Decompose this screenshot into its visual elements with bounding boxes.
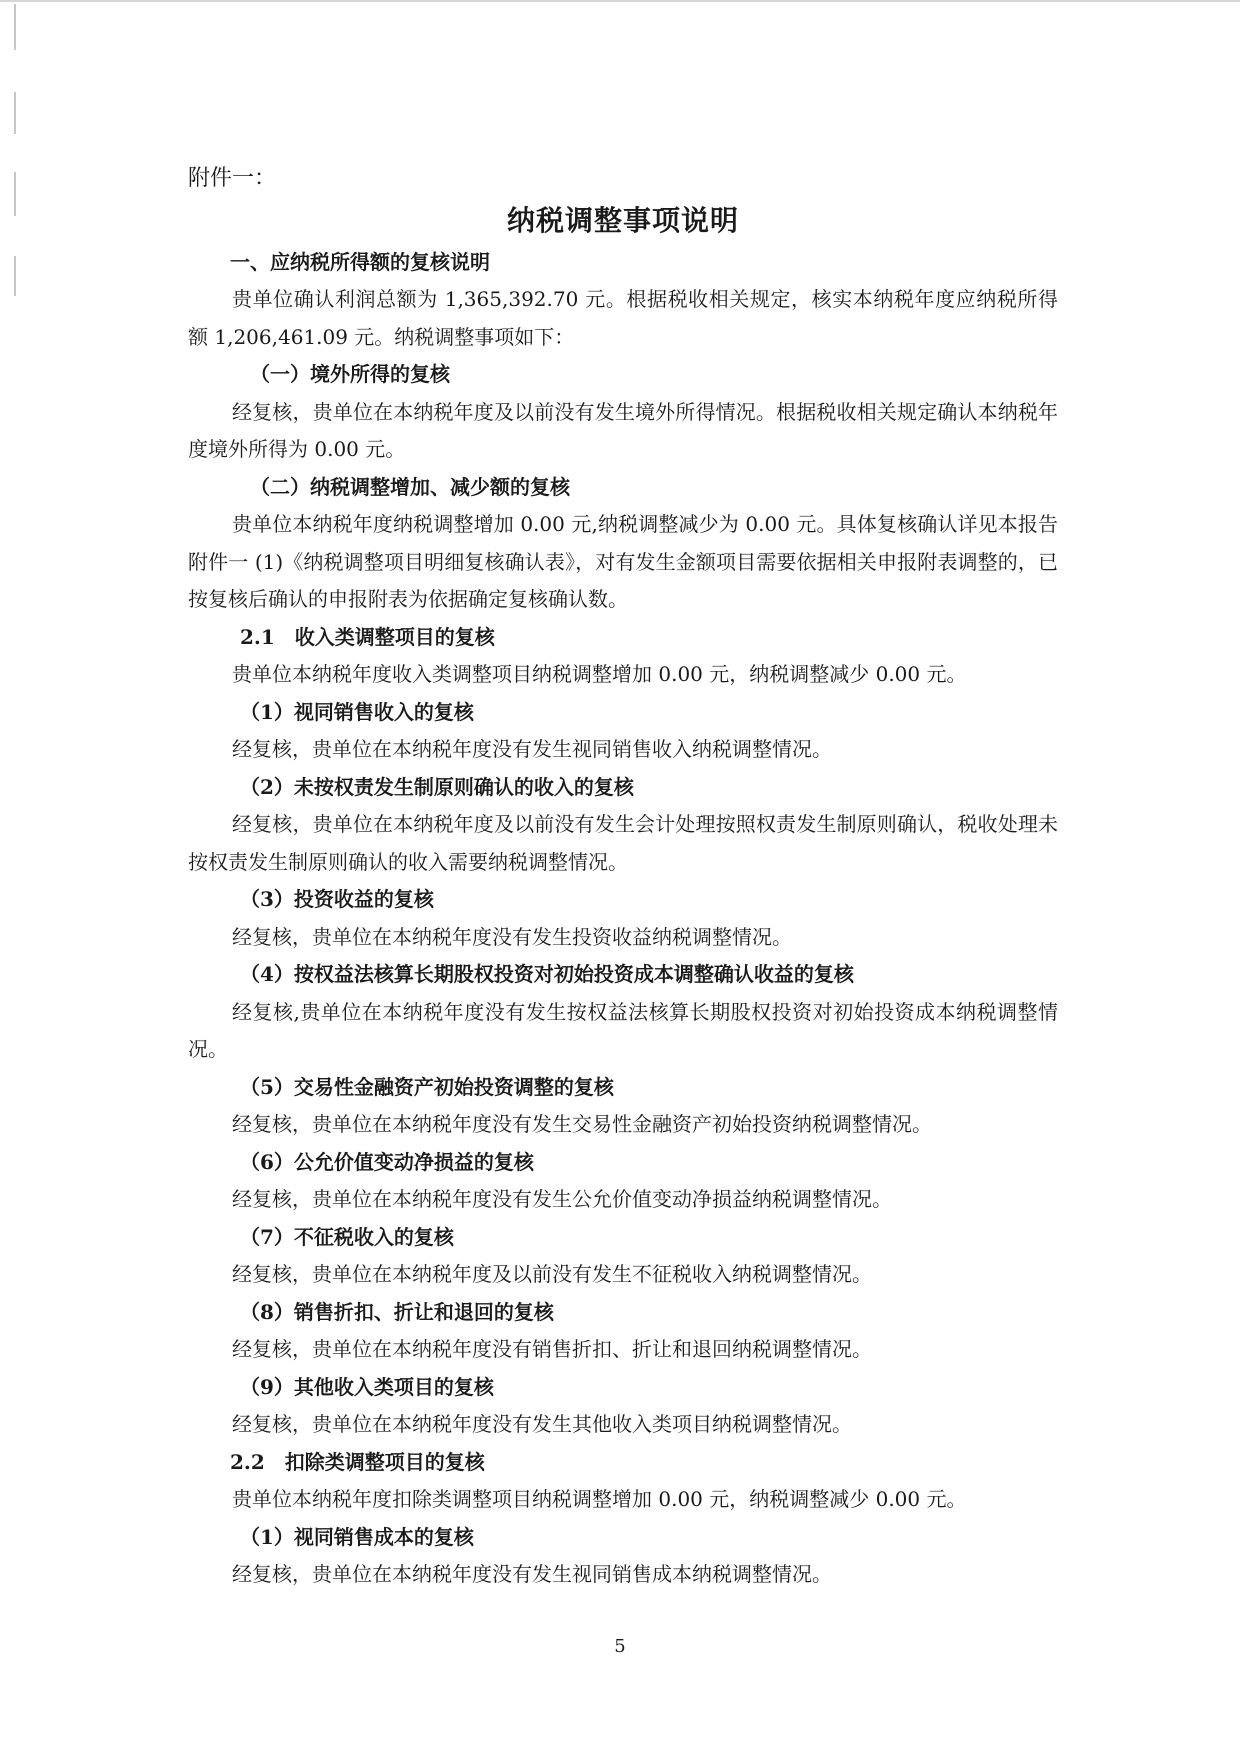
section-heading: （1）视同销售收入的复核 [240,699,474,724]
paragraph: 经复核，贵单位在本纳税年度及以前没有发生不征税收入纳税调整情况。 [232,1262,872,1286]
paragraph: 贵单位本纳税年度扣除类调整项目纳税调整增加 0.00 元，纳税调整减少 0.00 元。 [232,1487,967,1511]
paragraph: 经复核，贵单位在本纳税年度没有发生交易性金融资产初始投资纳税调整情况。 [232,1112,932,1136]
section-heading: （二）纳税调整增加、减少额的复核 [250,474,570,499]
section-heading: （8）销售折扣、折让和退回的复核 [240,1299,554,1324]
paragraph: 经复核，贵单位在本纳税年度没有发生公允价值变动净损益纳税调整情况。 [232,1187,892,1211]
paragraph: 经复核，贵单位在本纳税年度没有发生投资收益纳税调整情况。 [232,924,792,949]
page-number: 5 [614,1636,626,1657]
section-heading: （一）境外所得的复核 [250,362,450,386]
section-heading: （1）视同销售成本的复核 [240,1524,474,1549]
paragraph: 经复核，贵单位在本纳税年度及以前没有发生会计处理按照权责发生制原则确认，税收处理未按权责发生制原则确认的收入需要纳税调整情况。 [188,812,1058,874]
section-heading: （6）公允价值变动净损益的复核 [240,1149,534,1174]
section-heading: （4）按权益法核算长期股权投资对初始投资成本调整确认收益的复核 [240,962,854,986]
paragraph: 经复核，贵单位在本纳税年度没有发生视同销售收入纳税调整情况。 [232,737,832,761]
scan-edge-mark [14,4,16,50]
scan-top-edge [0,0,1240,2]
attachment-label: 附件一： [188,166,277,191]
document-title: 纳税调整事项说明 [506,203,739,237]
scan-edge-mark [14,256,16,296]
paragraph: 经复核，贵单位在本纳税年度及以前没有发生境外所得情况。根据税收相关规定确认本纳税年度境外所得为 0.00 元。 [188,399,1058,461]
paragraph: 经复核,贵单位在本纳税年度没有发生按权益法核算长期股权投资对初始投资成本纳税调整情况。 [188,999,1058,1061]
section-heading: 2.2 扣除类调整项目的复核 [230,1449,485,1474]
section-heading: （9）其他收入类项目的复核 [240,1374,494,1399]
section-heading: （5）交易性金融资产初始投资调整的复核 [240,1074,614,1099]
section-heading: （2）未按权责发生制原则确认的收入的复核 [240,774,634,799]
paragraph: 贵单位确认利润总额为 1,365,392.70 元。根据税收相关规定，核实本纳税年度应纳税所得额 1,206,461.09 元。纳税调整事项如下： [188,287,1058,349]
section-heading: 2.1 收入类调整项目的复核 [240,624,495,649]
document-body [188,160,1058,1594]
content-blocks [188,244,1058,1594]
section-heading: （3）投资收益的复核 [240,887,434,911]
scan-edge-mark [14,92,16,134]
paragraph: 经复核，贵单位在本纳税年度没有销售折扣、折让和退回纳税调整情况。 [232,1337,872,1361]
paragraph: 经复核，贵单位在本纳税年度没有发生视同销售成本纳税调整情况。 [232,1562,832,1586]
paragraph: 经复核，贵单位在本纳税年度没有发生其他收入类项目纳税调整情况。 [232,1412,852,1436]
section-heading: 一、应纳税所得额的复核说明 [230,249,490,274]
paragraph: 贵单位本纳税年度纳税调整增加 0.00 元,纳税调整减少为 0.00 元。具体复核确认详见本报告附件一 (1)《纳税调整项目明细复核确认表》，对有发生金额项目需要依据相关申报附表调整的，已按复核后确认的申报附表为依据确定复核确认数。 [188,512,1058,611]
section-heading: （7）不征税收入的复核 [240,1224,454,1249]
scan-edge-mark [14,172,16,216]
paragraph: 贵单位本纳税年度收入类调整项目纳税调整增加 0.00 元，纳税调整减少 0.00 元。 [232,662,967,686]
